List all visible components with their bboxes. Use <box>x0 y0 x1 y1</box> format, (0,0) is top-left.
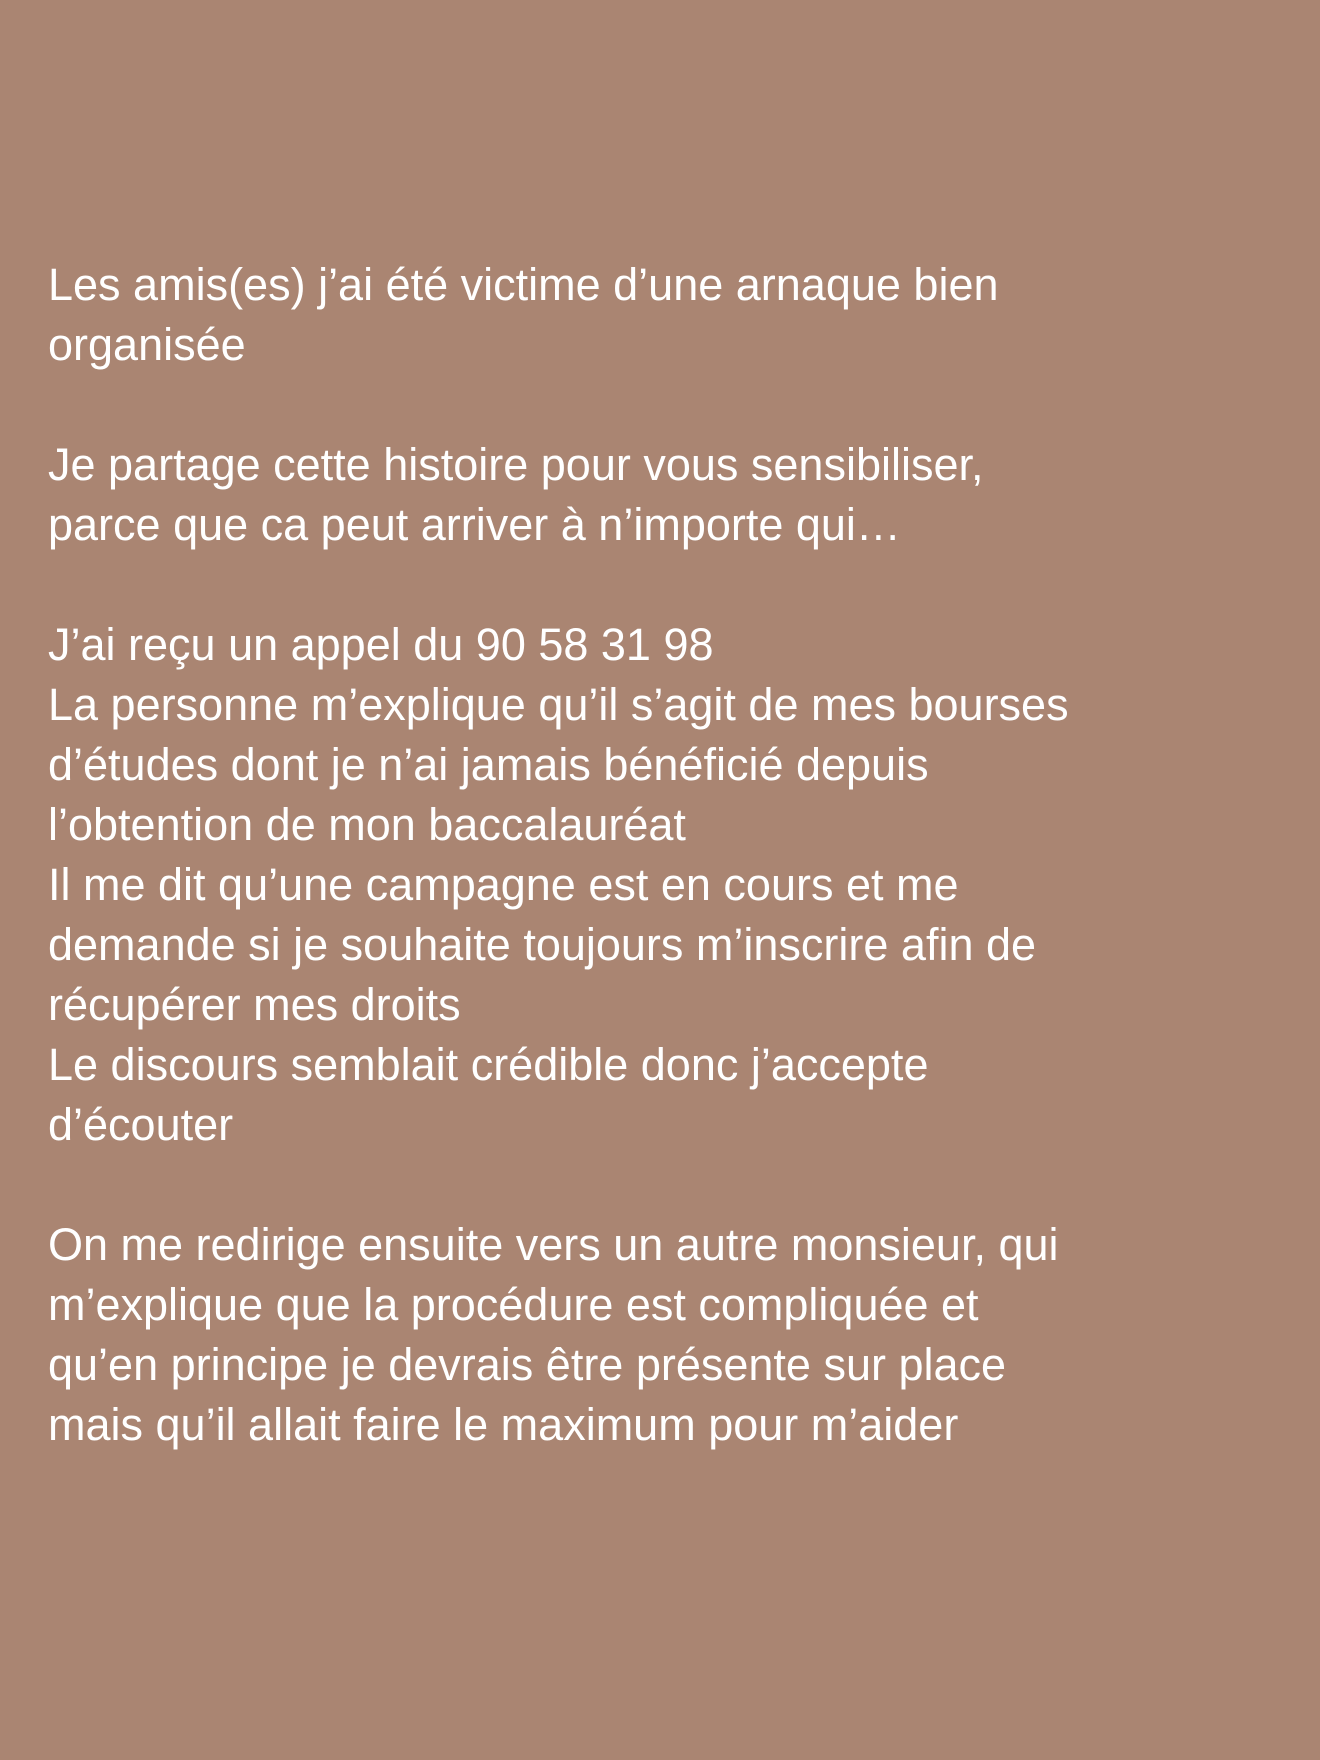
text-line: demande si je souhaite toujours m’inscrire afin de <box>48 919 1037 970</box>
text-line: mais qu’il allait faire le maximum pour m’aider <box>48 1399 959 1450</box>
text-line: Le discours semblait crédible donc j’accepte <box>48 1039 929 1090</box>
text-line: récupérer mes droits <box>48 979 461 1030</box>
text-line: J’ai reçu un appel du 90 58 31 98 <box>48 619 714 670</box>
text-line: m’explique que la procédure est compliquée et <box>48 1279 979 1330</box>
text-line: Les amis(es) j’ai été victime d’une arnaque bien <box>48 259 999 310</box>
text-line: qu’en principe je devrais être présente sur place <box>48 1339 1007 1390</box>
text-line: La personne m’explique qu’il s’agit de mes bourses <box>48 679 1069 730</box>
text-line: Je partage cette histoire pour vous sensibiliser, <box>48 439 984 490</box>
paragraph-call <box>48 615 1288 1155</box>
paragraph-intro <box>48 255 1288 375</box>
paragraph-purpose <box>48 435 1288 555</box>
text-line: l’obtention de mon baccalauréat <box>48 799 686 850</box>
paragraph-redirect <box>48 1215 1288 1455</box>
story-text <box>48 255 1288 1515</box>
text-line: Il me dit qu’une campagne est en cours et me <box>48 859 959 910</box>
text-line: organisée <box>48 319 246 370</box>
text-line: On me redirige ensuite vers un autre monsieur, qui <box>48 1219 1059 1270</box>
text-line: d’études dont je n’ai jamais bénéficié depuis <box>48 739 929 790</box>
text-line: parce que ca peut arriver à n’importe qui… <box>48 499 901 550</box>
text-line: d’écouter <box>48 1099 234 1150</box>
